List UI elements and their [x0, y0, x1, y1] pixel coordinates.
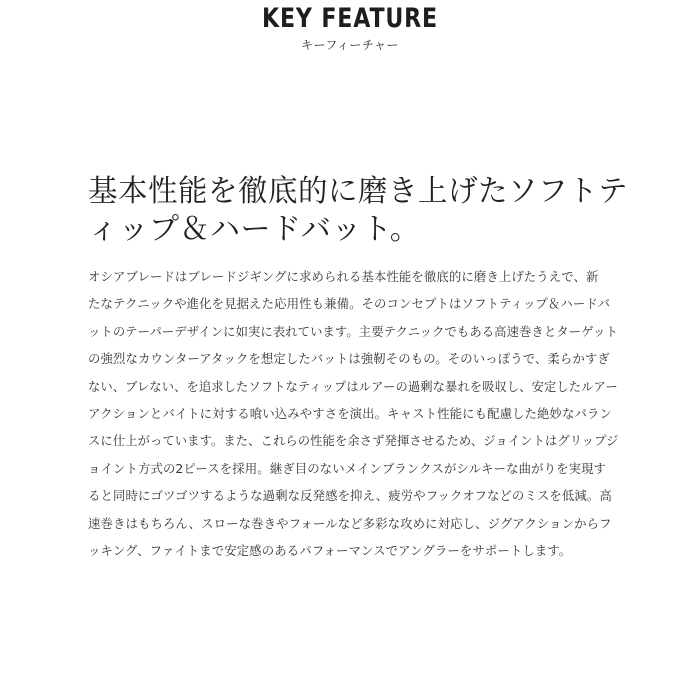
description-line: ると同時にゴツゴツするような過剰な反発感を抑え、疲労やフックオフなどのミスを低減。高: [88, 488, 612, 504]
description-line: ットのテーパーデザインに如実に表れています。主要テクニックでもある高速巻きとターゲット: [88, 323, 618, 339]
description-line: ない、ブレない、を追求したソフトなティップはルアーの過剰な暴れを吸収し、安定したルアー: [88, 378, 618, 394]
description-line: たなテクニックや進化を見据えた応用性も兼備。そのコンセプトはソフトティップ＆ハードバ: [88, 296, 611, 312]
feature-description: [88, 263, 618, 564]
description-line: アクションとバイトに対する喰い込みやすさを演出。キャスト性能にも配慮した絶妙なバラン: [88, 406, 612, 422]
section-subtitle: キーフィーチャー: [300, 38, 400, 52]
description-line: ッキング、ファイトまで安定感のあるパフォーマンスでアングラーをサポートします。: [88, 543, 572, 559]
headline-line: ィップ＆ハードバット。: [88, 212, 421, 247]
feature-headline: [88, 173, 628, 249]
description-line: オシアブレードはブレードジギングに求められる基本性能を徹底的に磨き上げたうえで、新: [88, 269, 599, 284]
section-title: KEY FEATURE: [262, 3, 438, 34]
description-line: ョイント方式の2ピースを採用。継ぎ目のないメインブランクスがシルキーな曲がりを実現す: [88, 460, 607, 476]
description-line: スに仕上がっています。また、これらの性能を余さず発揮させるため、ジョイントはグリップジ: [88, 433, 619, 449]
description-line: の強烈なカウンターアタックを想定したバットは強靭そのもの。そのいっぽうで、柔らかすぎ: [88, 351, 610, 367]
description-line: 速巻きはもちろん、スローな巻きやフォールなど多彩な攻めに対応し、ジグアクションからフ: [88, 515, 612, 531]
headline-line: 基本性能を徹底的に磨き上げたソフトテ: [88, 174, 628, 209]
